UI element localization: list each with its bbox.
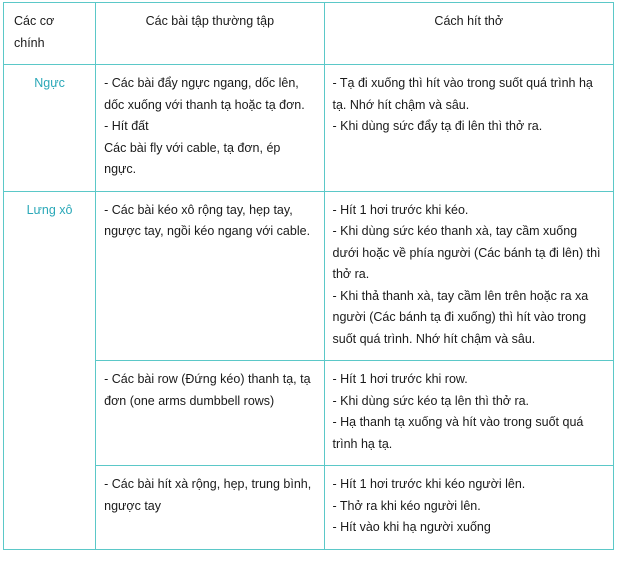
breathing-line: - Khi dùng sức đẩy tạ đi lên thì thở ra.	[332, 119, 543, 133]
exercise-line: Các bài fly với cable, tạ đơn, ép ngực.	[104, 140, 281, 176]
table-row	[4, 466, 614, 550]
exercise-line: - Các bài kéo xô rộng tay, hẹp tay, ngược tay, ngồi kéo ngang với cable.	[104, 202, 311, 238]
breathing-line: - Hít 1 hơi trước khi kéo người lên.	[332, 477, 526, 491]
breathing-line: - Khi dùng sức kéo thanh xà, tay cầm xuống dưới hoặc về phía người (Các bánh tạ đi lên) thì thở ra.	[332, 224, 601, 281]
exercises-lats-row	[96, 361, 324, 466]
exercise-line: - Các bài hít xà rộng, hẹp, trung bình, ngược tay	[104, 477, 312, 513]
muscle-exercise-breathing-table	[3, 2, 614, 550]
breathing-line: - Thở ra khi kéo người lên.	[332, 498, 481, 513]
muscle-label-lats: Lưng xô	[4, 191, 96, 549]
exercise-line: - Các bài row (Đứng kéo) thanh tạ, tạ đơn (one arms dumbbell rows)	[104, 372, 311, 408]
table-header-row	[4, 3, 614, 65]
header-muscle: Các cơ chính	[4, 3, 96, 65]
breathing-lats-row	[324, 361, 614, 466]
breathing-line: - Khi thả thanh xà, tay cầm lên trên hoặc ra xa người (Các bánh tạ đi xuống) thì hít vào trong suốt quá trình. Nhớ hít chậm và sâu.	[332, 288, 589, 346]
table-row	[4, 361, 614, 466]
exercises-lats-pulldown	[96, 191, 324, 361]
exercises-chest	[96, 65, 324, 192]
breathing-line: - Tạ đi xuống thì hít vào trong suốt quá trình hạ tạ. Nhớ hít chậm và sâu.	[332, 76, 593, 112]
exercise-line: - Các bài đẩy ngực ngang, dốc lên, dốc xuống với thanh tạ hoặc tạ đơn.	[104, 76, 305, 112]
breathing-line: - Hít vào khi hạ người xuống	[332, 520, 491, 534]
exercises-lats-pullup	[96, 466, 324, 550]
table-row	[4, 191, 614, 361]
muscle-label-chest: Ngực	[4, 65, 96, 192]
breathing-line: - Hít 1 hơi trước khi kéo.	[332, 202, 469, 217]
exercise-line: - Hít đất	[104, 119, 149, 133]
breathing-line: - Khi dùng sức kéo tạ lên thì thở ra.	[332, 393, 530, 408]
breathing-chest	[324, 65, 614, 192]
breathing-line: - Hít 1 hơi trước khi row.	[332, 372, 468, 386]
breathing-line: - Hạ thanh tạ xuống và hít vào trong suốt quá trình hạ tạ.	[332, 415, 584, 451]
breathing-lats-pulldown	[324, 191, 614, 361]
breathing-lats-pullup	[324, 466, 614, 550]
table-row	[4, 65, 614, 192]
header-exercises: Các bài tập thường tập	[96, 3, 324, 65]
header-breathing: Cách hít thở	[324, 3, 614, 65]
